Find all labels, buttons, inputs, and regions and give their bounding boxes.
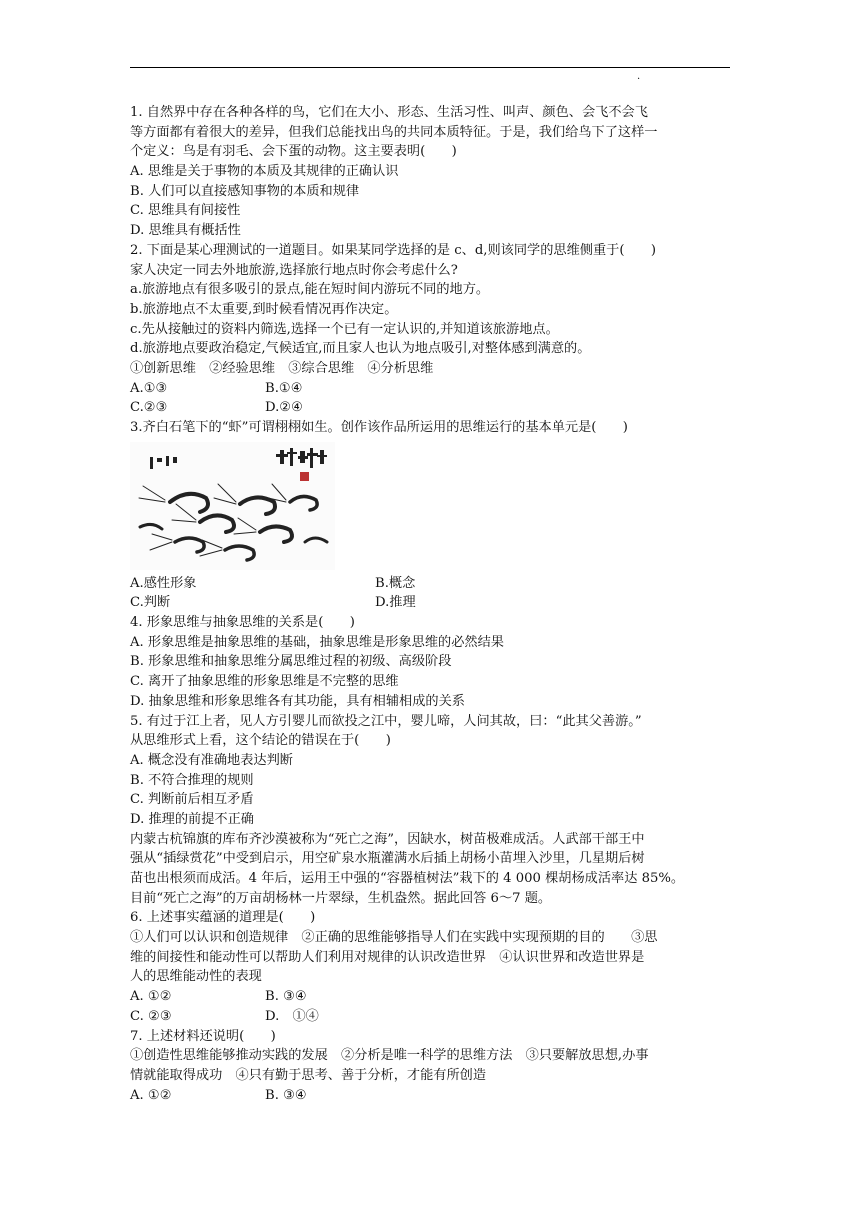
q6-stem: 6. 上述事实蕴涵的道理是( )	[130, 910, 316, 926]
q2-choice-d: d.旅游地点要政治稳定,气候适宜,而且家人也认为地点吸引,对整体感到满意的。	[130, 341, 591, 357]
q2-option-b: B.①④	[265, 380, 303, 396]
q3-option-a: A.感性形象	[130, 575, 197, 591]
q5-option-a: A. 概念没有准确地表达判断	[130, 752, 293, 768]
q2-option-c: C.②③	[130, 400, 168, 416]
q4-option-b: B. 形象思维和抽象思维分属思维过程的初级、高级阶段	[130, 654, 452, 670]
q7-items-line-2: 情就能取得成功 ④只有勤于思考、善于分析，才能有所创造	[130, 1067, 487, 1083]
q4-option-d: D. 抽象思维和形象思维各有其功能，具有相辅相成的关系	[130, 693, 465, 709]
q2-options-row-1	[130, 379, 735, 399]
q7-options-row-1	[130, 1086, 735, 1106]
material-line-3: 苗也出根须而成活。4 年后，运用王中强的“容器植树法”栽下的 4 000 棵胡杨成活率达 85%。	[130, 871, 685, 886]
q2-choice-c: c.先从接触过的资料内筛选,选择一个已有一定认识的,并知道该旅游地点。	[130, 321, 559, 337]
q3-options-row-1	[130, 574, 735, 594]
q6-option-b: B. ③④	[265, 989, 307, 1005]
header-rule	[130, 67, 730, 68]
material-line-4: 目前“死亡之海”的万亩胡杨林一片翠绿，生机盎然。据此回答 6～7 题。	[130, 890, 552, 906]
q1-stem-line-1: 1. 自然界中存在各种各样的鸟，它们在大小、形态、生活习性、叫声、颜色、会飞不会飞	[130, 105, 648, 120]
q6-items-line-1: ①人们可以认识和创造规律 ②正确的思维能够指导人们在实践中实现预期的目的 ③思	[130, 930, 658, 946]
q3-option-d: D.推理	[375, 595, 416, 611]
q3-option-b: B.概念	[375, 575, 416, 591]
q6-items-line-3: 人的思维能动性的表现	[130, 969, 262, 985]
q7-stem: 7. 上述材料还说明( )	[130, 1028, 276, 1044]
material-line-1: 内蒙古杭锦旗的库布齐沙漠被称为“死亡之海”，因缺水，树苗极难成活。人武部干部王中	[130, 831, 645, 847]
q6-options-row-2	[130, 1007, 735, 1027]
q7-items-line-1: ①创造性思维能够推动实践的发展 ②分析是唯一科学的思维方法 ③只要解放思想,办事	[130, 1048, 649, 1064]
q3-options-row-2	[130, 593, 735, 613]
q2-stem-line-1: 2. 下面是某心理测试的一道题目。如果某同学选择的是 c、d,则该同学的思维侧重于( )	[130, 242, 657, 258]
q1-stem-line-2: 等方面都有着很大的差异，但我们总能找出鸟的共同本质特征。于是，我们给鸟下了这样一	[130, 124, 658, 140]
q1-option-d: D. 思维具有概括性	[130, 223, 241, 239]
q4-option-c: C. 离开了抽象思维的形象思维是不完整的思维	[130, 674, 399, 690]
q5-option-c: C. 判断前后相互矛盾	[130, 792, 254, 808]
q2-option-a: A.①③	[130, 380, 168, 396]
q3-option-c: C.判断	[130, 595, 171, 611]
q6-options-row-1	[130, 987, 735, 1007]
q5-stem-line-1: 5. 有过于江上者，见人方引婴儿而欲投之江中，婴儿啼，人问其故，曰：“此其父善游。”	[130, 713, 642, 729]
q2-choice-a: a.旅游地点有很多吸引的景点,能在短时间内游玩不同的地方。	[130, 282, 490, 298]
q5-option-d: D. 推理的前提不正确	[130, 811, 254, 827]
q7-option-b: B. ③④	[265, 1087, 307, 1103]
q3-stem: 3.齐白石笔下的“虾”可谓栩栩如生。创作该作品所运用的思维运行的基本单元是( )	[130, 420, 628, 435]
q5-stem-line-2: 从思维形式上看，这个结论的错误在于( )	[130, 733, 391, 749]
shrimp-painting-image	[130, 442, 335, 570]
header-mark: .	[637, 71, 641, 82]
q6-items-line-2: 维的间接性和能动性可以帮助人们利用对规律的认识改造世界 ④认识世界和改造世界是	[130, 949, 645, 965]
q2-option-d: D.②④	[265, 400, 303, 416]
q6-option-d: D. ①④	[265, 1008, 319, 1024]
question-content	[130, 103, 735, 1105]
q5-option-b: B. 不符合推理的规则	[130, 772, 254, 788]
q1-stem-line-3: 个定义：鸟是有羽毛、会下蛋的动物。这主要表明( )	[130, 144, 457, 160]
q6-option-a: A. ①②	[130, 989, 172, 1005]
q1-option-a: A. 思维是关于事物的本质及其规律的正确认识	[130, 164, 399, 180]
shrimp-painting-svg	[130, 442, 335, 570]
q1-option-b: B. 人们可以直接感知事物的本质和规律	[130, 183, 360, 199]
q2-choice-b: b.旅游地点不太重要,到时候看情况再作决定。	[130, 301, 398, 317]
q4-stem: 4. 形象思维与抽象思维的关系是( )	[130, 615, 355, 631]
q4-option-a: A. 形象思维是抽象思维的基础，抽象思维是形象思维的必然结果	[130, 634, 504, 650]
q7-option-a: A. ①②	[130, 1087, 172, 1103]
q2-stem-line-2: 家人决定一同去外地旅游,选择旅行地点时你会考虑什么?	[130, 262, 458, 278]
q2-items: ①创新思维 ②经验思维 ③综合思维 ④分析思维	[130, 360, 434, 376]
q6-option-c: C. ②③	[130, 1008, 172, 1024]
material-line-2: 强从“插绿赏花”中受到启示，用空矿泉水瓶灌满水后插上胡杨小苗埋入沙里，几星期后树	[130, 851, 645, 867]
q1-option-c: C. 思维具有间接性	[130, 203, 241, 219]
q2-options-row-2	[130, 398, 735, 418]
